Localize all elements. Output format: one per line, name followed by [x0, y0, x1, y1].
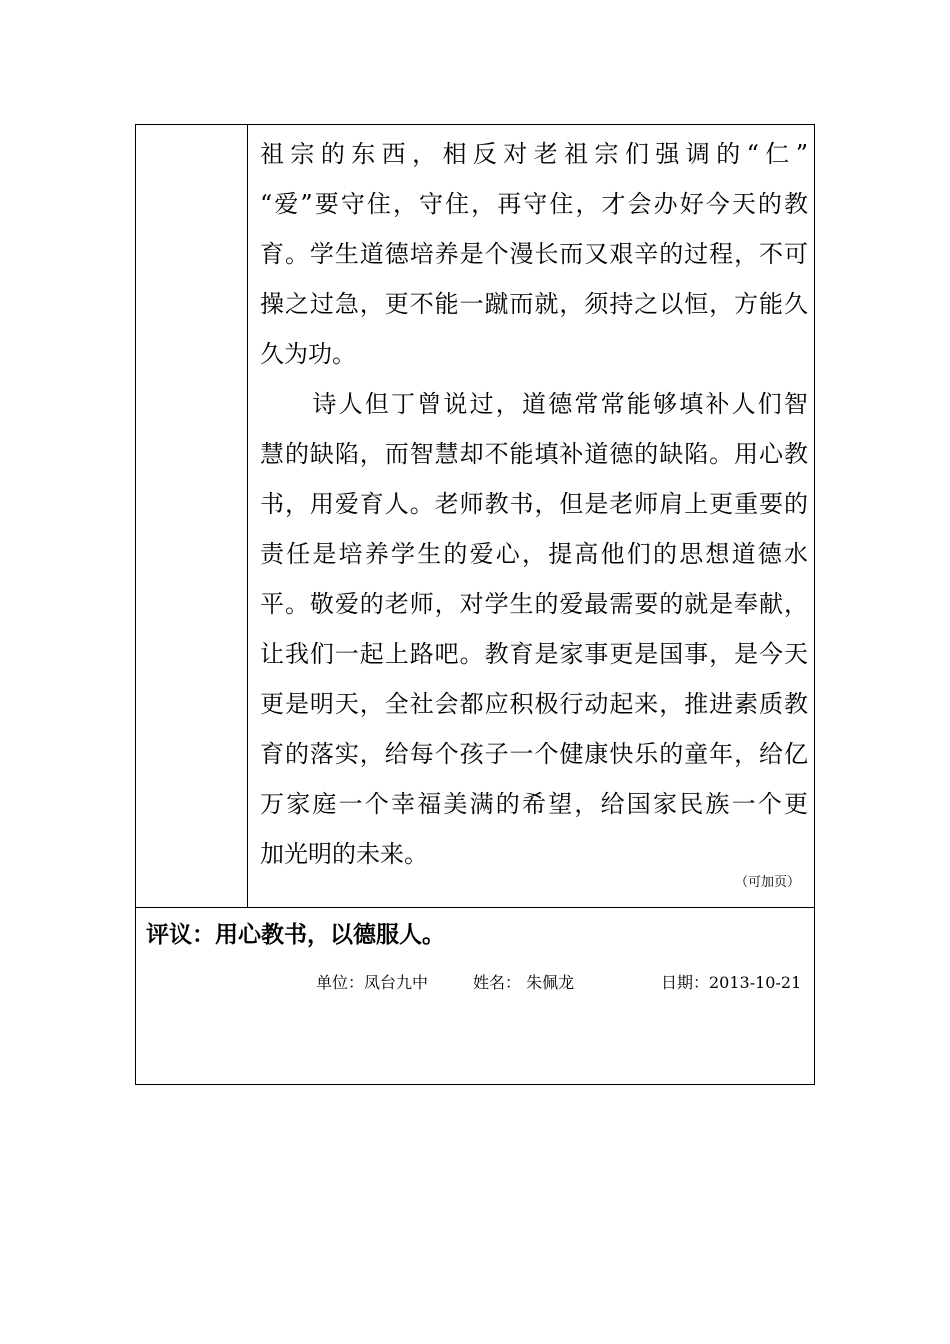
paragraph-line: 更是明天，全社会都应积极行动起来，推进素质教: [260, 690, 808, 718]
paragraph-line: 慧的缺陷，而智慧却不能填补道德的缺陷。用心教: [260, 440, 808, 468]
paragraph-line: 加光明的未来。: [260, 840, 428, 868]
row-divider: [136, 907, 814, 908]
comment-text: 评议：用心教书，以德服人。: [146, 921, 445, 948]
paragraph-line: 育。学生道德培养是个漫长而又艰辛的过程，不可: [260, 240, 808, 268]
document-table: [135, 124, 815, 1085]
page-note: （可加页）: [734, 875, 800, 890]
paragraph-line: 操之过急，更不能一蹴而就，须持之以恒，方能久: [260, 290, 808, 318]
date-label: 日期：2013-10-21: [661, 973, 802, 992]
paragraph-line: 责任是培养学生的爱心，提高他们的思想道德水: [260, 540, 808, 568]
signature-row: [136, 971, 814, 995]
left-label-cell: [136, 125, 248, 907]
paragraph-line: 让我们一起上路吧。教育是家事更是国事，是今天: [260, 640, 808, 668]
paragraph-line: 育的落实，给每个孩子一个健康快乐的童年，给亿: [260, 740, 808, 768]
paragraph-line: 平。敬爱的老师，对学生的爱最需要的就是奉献，: [260, 590, 808, 618]
unit-label: 单位：凤台九中: [316, 973, 429, 992]
paragraph-line: 祖宗的东西，相反对老祖宗们强调的“仁”: [260, 140, 808, 168]
paragraph-line: 书，用爱育人。老师教书，但是老师肩上更重要的: [260, 490, 808, 518]
name-label: 姓名： 朱佩龙: [473, 973, 575, 992]
paragraph-line: “爱”要守住，守住，再守住，才会办好今天的教: [260, 190, 808, 218]
paragraph-line: 万家庭一个幸福美满的希望，给国家民族一个更: [260, 790, 808, 818]
paragraph-line: 诗人但丁曾说过，道德常常能够填补人们智: [260, 390, 808, 418]
paragraph-line: 久为功。: [260, 340, 356, 368]
